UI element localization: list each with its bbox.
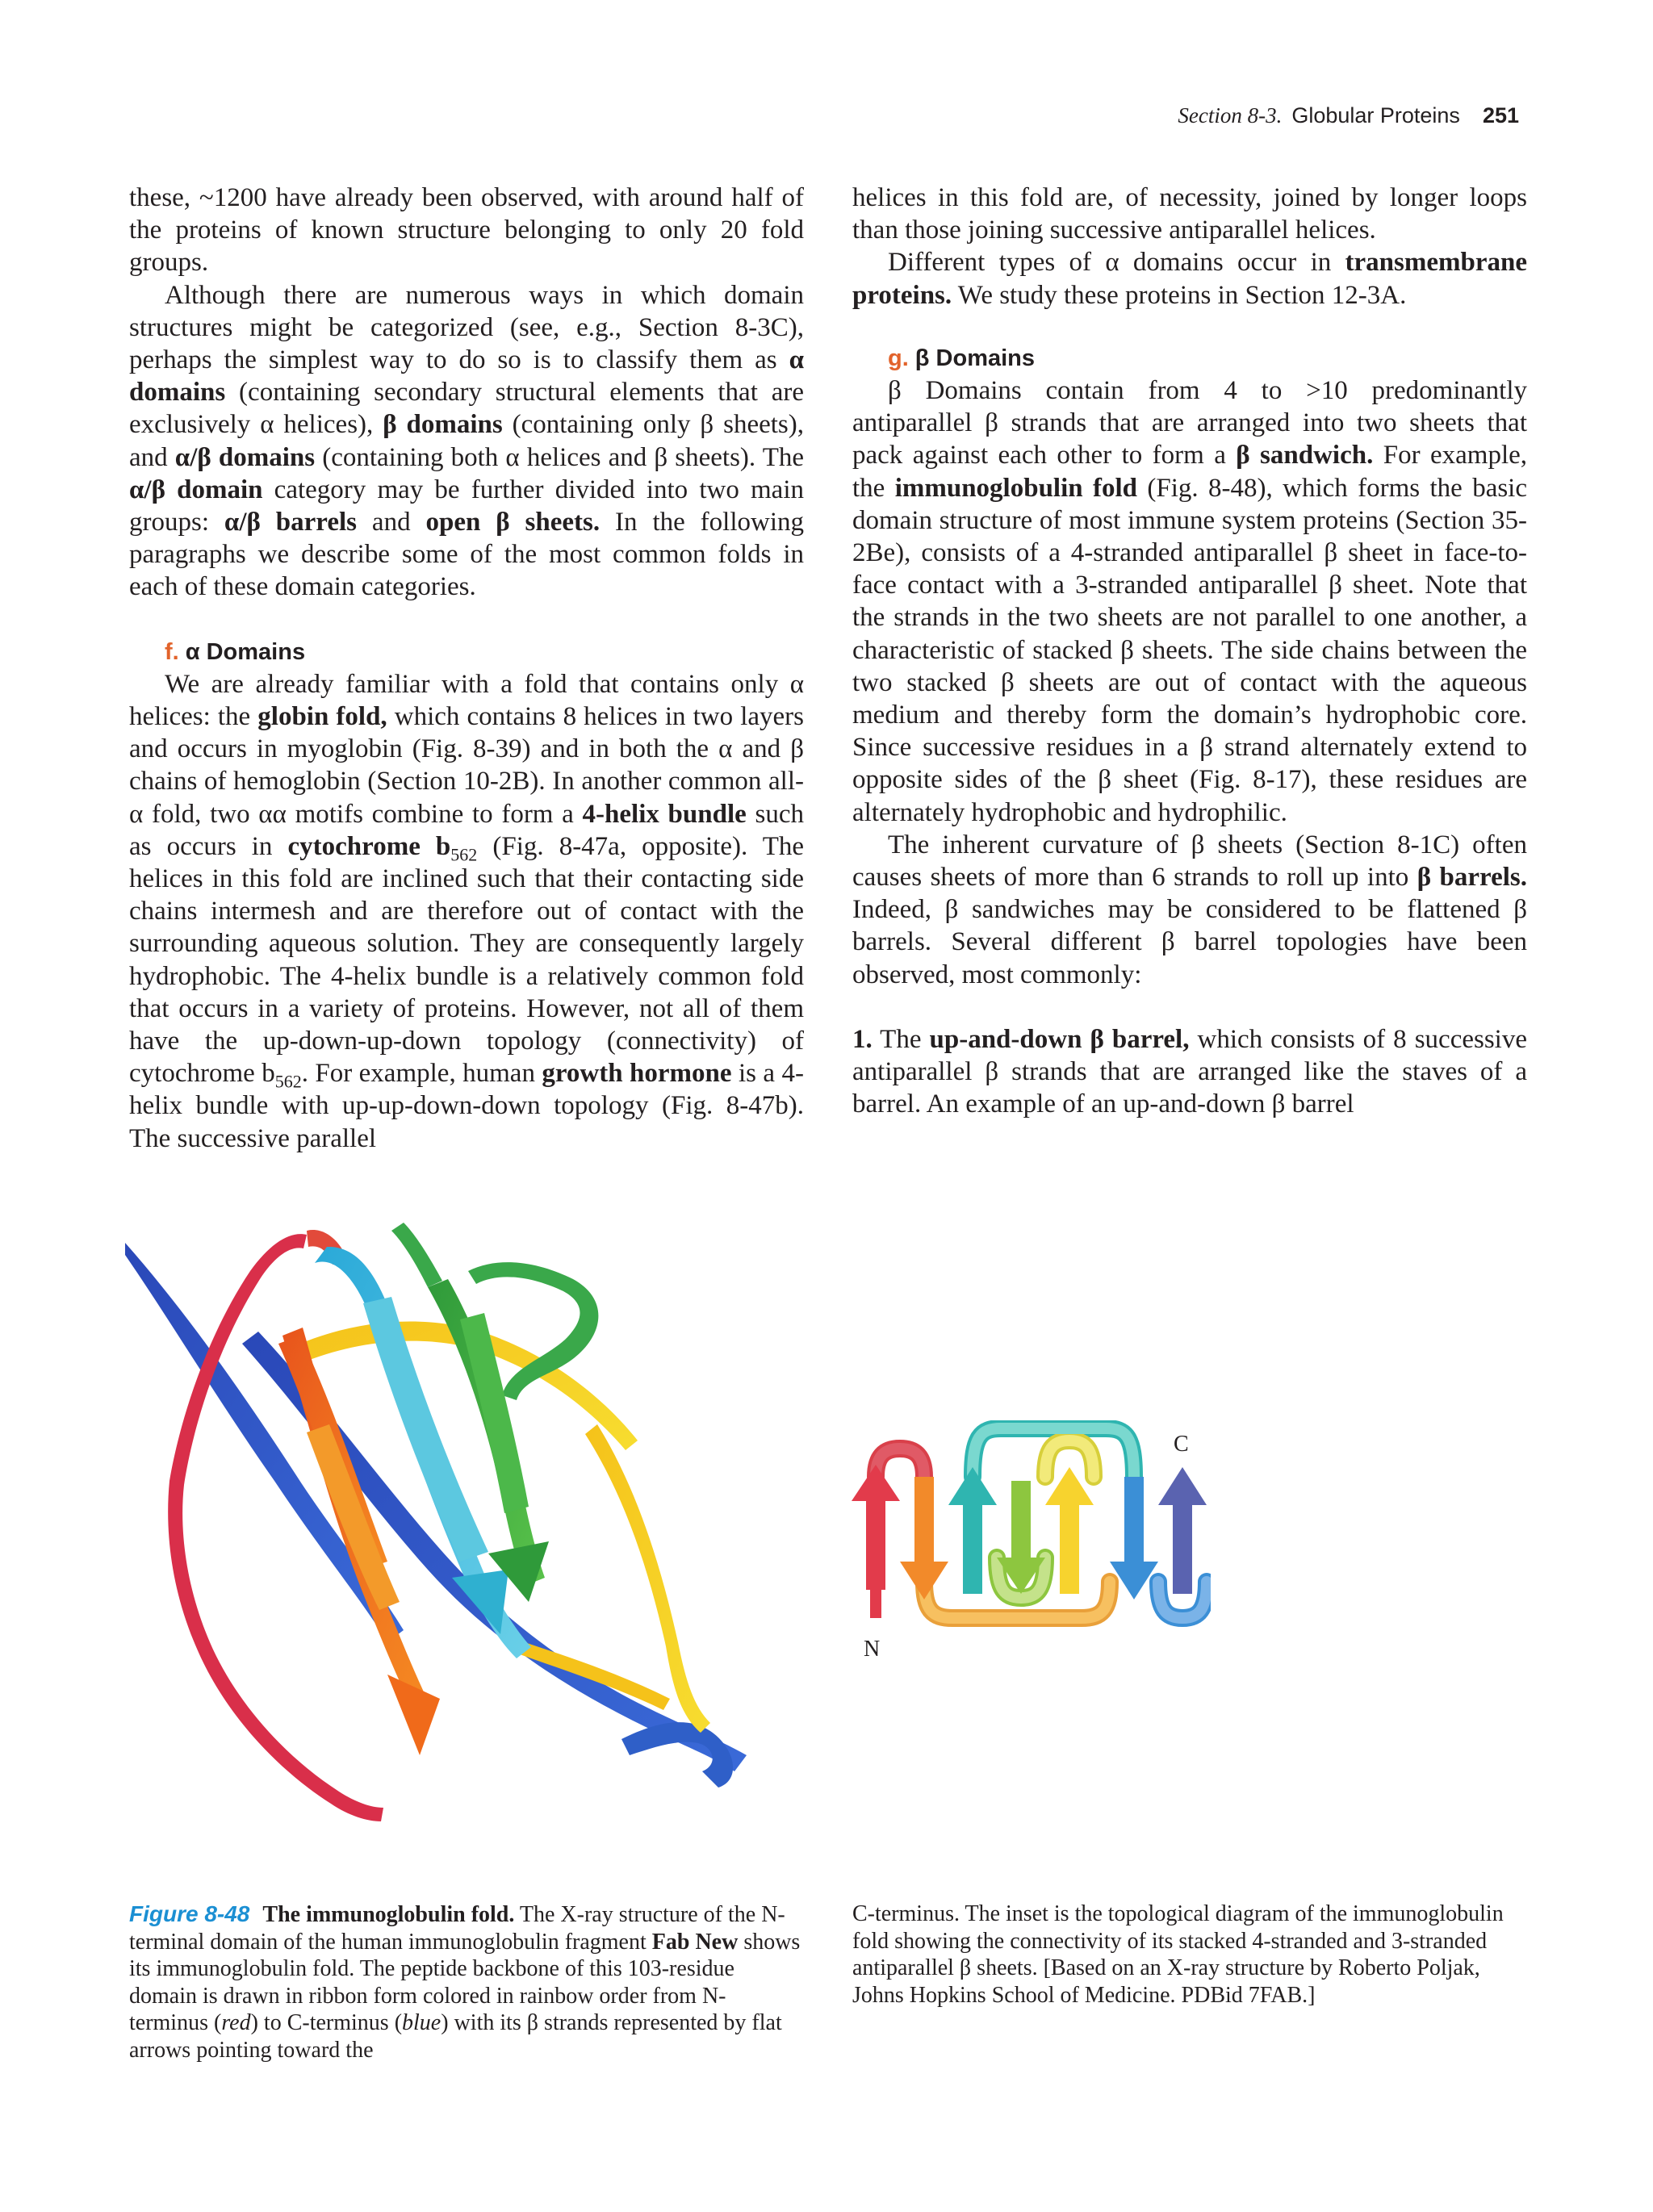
running-header xyxy=(1178,102,1519,129)
figure-caption-left: Figure 8-48 The immunoglobulin fold. The X-ray structure of the N-terminal domain of the human immunoglobulin fragment Fab New shows its immunoglobulin fold. The peptide backbone of this 103-residue domain is drawn in ribbon form colored in rainbow order from N-terminus (red) to C-terminus (blue) with its β strands represented by flat arrows pointing toward the xyxy=(129,1901,801,2063)
term: β sandwich. xyxy=(1236,441,1374,470)
paragraph: helices in this fold are, of necessity, joined by longer loops than those joining successive antiparallel helices. xyxy=(852,183,1527,245)
term: up-and-down β barrel, xyxy=(929,1024,1190,1054)
paragraph: these, ~1200 have already been observed, with around half of the proteins of known structure belonging to only 20 fold groups. xyxy=(129,183,804,278)
topology-diagram xyxy=(839,1420,1211,1679)
term: α/β domains xyxy=(174,442,316,472)
section-label: Section 8-3. xyxy=(1178,103,1283,128)
paragraph: Different types of α domains occur in transmembrane proteins. We study these proteins in Section 12-3A. xyxy=(852,248,1527,310)
term: α/β domain xyxy=(129,475,263,504)
n-terminus-label: N xyxy=(864,1637,881,1662)
term: α/β barrels xyxy=(224,508,358,537)
paragraph: We are already familiar with a fold that contains only α helices: the globin fold, which contains 8 helices in two layers and occurs in myoglobin (Fig. 8-39) and in both the α and β chains of hemoglobin (Section 10-2B). In another common all-α fold, two αα motifs combine to form a 4-helix bundle such as occurs in cytochrome $b_{562}$ (Fig. 8-47a, opposite). The helices in this fold are inclined such that their contacting side chains intermesh and are therefore out of contact with the surrounding aqueous solution. They are consequently largely hydrophobic. The 4-helix bundle is a relatively common fold that occurs in a variety of proteins. However, not all of them have the up-down-up-down topology (connectivity) of cytochrome $b_{562}$. For example, human growth hormone is a 4-helix bundle with up-up-down-down topology (Fig. 8-47b). The successive parallel xyxy=(129,669,805,1153)
ribbon-structure-image xyxy=(121,1223,815,1868)
term: transmembrane proteins. xyxy=(852,248,1527,310)
figure-caption-right: C-terminus. The inset is the topological diagram of the immunoglobulin fold showing the connectivity of its stacked 4-stranded and 3-stranded antiparallel β sheets. [Based on an X-ray structure by Roberto Poljak, Johns Hopkins School of Medicine. PDBid 7FAB.] xyxy=(852,1901,1504,2008)
term: 4-helix bundle xyxy=(582,799,747,829)
term: β domains xyxy=(383,410,503,440)
left-column xyxy=(129,182,804,1155)
term: globin fold, xyxy=(257,702,387,732)
paragraph: Although there are numerous ways in which domain structures might be categorized (see, e.g., Section 8-3C), perhaps the simplest way to do so is to classify them as α domains (containing secondary structural elements that are exclusively α helices), β domains (containing only β sheets), and α/β domains (containing both α helices and β sheets). The α/β domain category may be further divided into two main groups: α/β barrels and open β sheets. In the following paragraphs we describe some of the most common folds in each of these domain categories. xyxy=(129,280,805,602)
strand-2-arrow xyxy=(900,1477,948,1599)
term: cytochrome b xyxy=(287,831,451,861)
section-title: Globular Proteins xyxy=(1291,103,1460,128)
figure-label: Figure 8-48 xyxy=(129,1901,250,1926)
strand-1-arrow xyxy=(852,1465,900,1618)
paragraph: 1. The up-and-down β barrel, which consists of 8 successive antiparallel β strands that are arranged like the staves of a barrel. An example of an up-and-down β barrel xyxy=(852,1024,1527,1119)
term: α domains xyxy=(129,345,804,408)
right-column xyxy=(852,182,1527,1120)
term: open β sheets. xyxy=(425,508,601,537)
c-terminus-label: C xyxy=(1174,1432,1189,1457)
paragraph: The inherent curvature of β sheets (Section 8-1C) often causes sheets of more than 6 strands to roll up into β barrels. Indeed, β sandwiches may be considered to be flattened β barrels. Several different β barrel topologies have been observed, most commonly: xyxy=(852,830,1527,989)
subsection-heading: g. β Domains xyxy=(888,345,1036,371)
term: immunoglobulin fold xyxy=(894,473,1138,503)
subsection-heading: f. α Domains xyxy=(165,638,306,665)
paragraph: β Domains contain from 4 to >10 predominantly antiparallel β strands that are arranged into two sheets that pack against each other to form a β sandwich. For example, the immunoglobulin fold (Fig. 8-48), which forms the basic domain structure of most immune system proteins (Section 35-2Be), consists of a 4-stranded antiparallel β sheet in face-to-face contact with a 3-stranded antiparallel β sheet. Note that the strands in the two sheets are not parallel to one another, a characteristic of stacked β sheets. The side chains between the two stacked β sheets are out of contact with the aqueous medium and thereby form the domain’s hydrophobic core. Since successive residues in a β strand alternately extend to opposite sides of the β sheet (Fig. 8-17), these residues are alternately hydrophobic and hydrophilic. xyxy=(852,376,1528,827)
figure-title: The immunoglobulin fold. xyxy=(262,1902,515,1927)
page-number: 251 xyxy=(1482,103,1519,128)
term: growth hormone xyxy=(542,1059,732,1089)
term: β barrels. xyxy=(1417,863,1527,893)
strand-7-arrow xyxy=(1158,1467,1207,1594)
